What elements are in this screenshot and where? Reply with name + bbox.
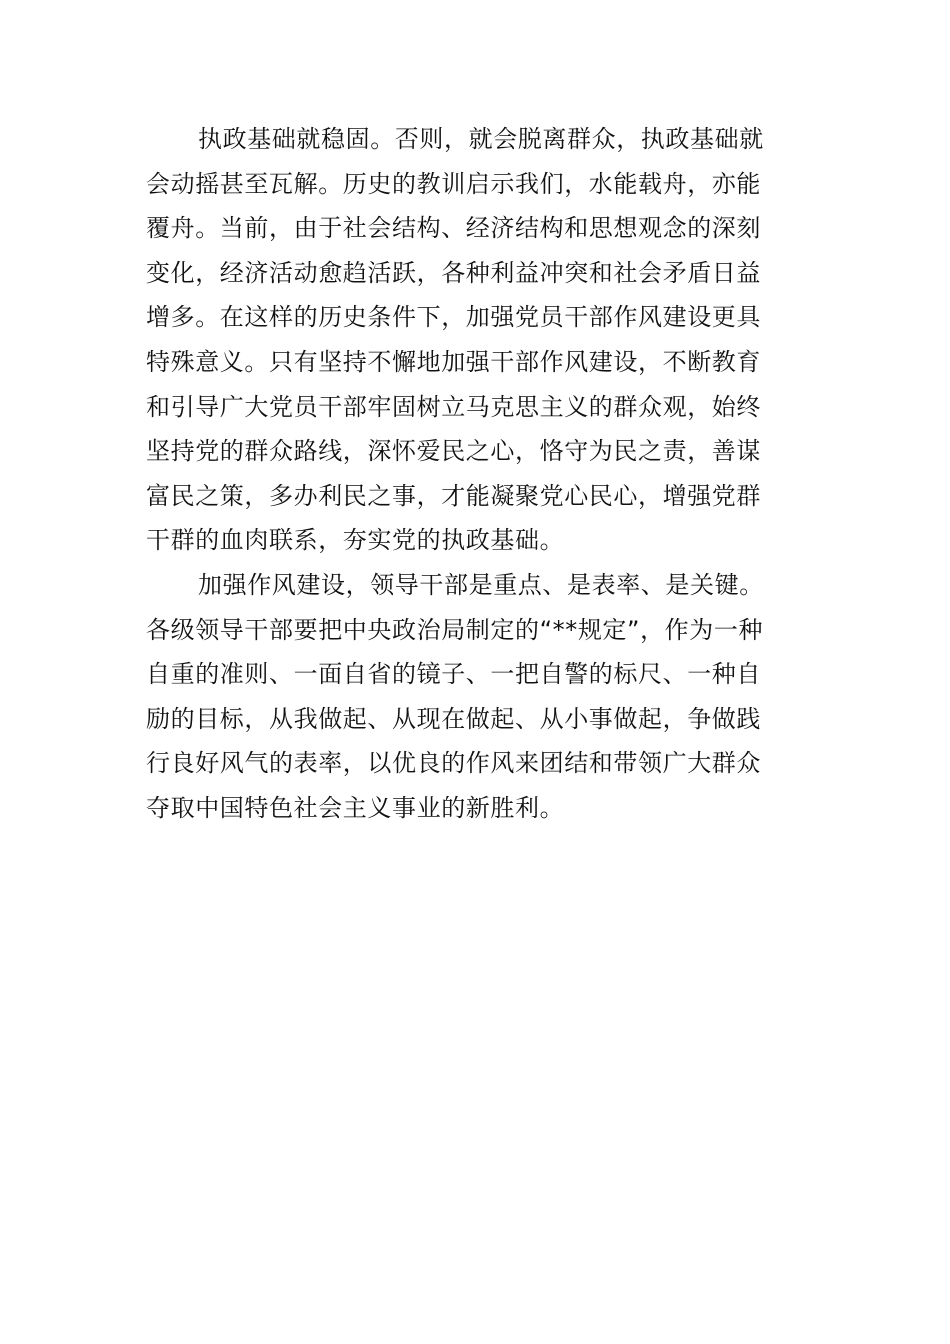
text-line: 夺取中国特色社会主义事业的新胜利。 xyxy=(146,793,565,822)
text-line: 坚持党的群众路线，深怀爱民之心，恪守为民之责，善谋 xyxy=(146,437,761,466)
text-line: 励的目标，从我做起、从现在做起、从小事做起，争做践 xyxy=(146,704,761,733)
text-line: 增多。在这样的历史条件下，加强党员干部作风建设更具 xyxy=(146,303,761,332)
text-line: 执政基础就稳固。否则，就会脱离群众，执政基础就 xyxy=(198,125,764,153)
text-line: 干群的血肉联系，夯实党的执政基础。 xyxy=(146,526,565,555)
paragraph-2 xyxy=(146,563,812,831)
text-line: 覆舟。当前，由于社会结构、经济结构和思想观念的深刻 xyxy=(146,214,761,243)
text-line: 各级领导干部要把中央政治局制定的“**规定”，作为一种 xyxy=(146,615,764,644)
text-line: 特殊意义。只有坚持不懈地加强干部作风建设，不断教育 xyxy=(146,347,761,376)
text-line: 富民之策，多办利民之事，才能凝聚党心民心，增强党群 xyxy=(146,481,761,510)
paragraph-1 xyxy=(146,117,812,563)
text-line: 行良好风气的表率，以优良的作风来团结和带领广大群众 xyxy=(146,749,761,778)
text-line: 加强作风建设，领导干部是重点、是表率、是关键。 xyxy=(198,570,764,599)
text-line: 自重的准则、一面自省的镜子、一把自警的标尺、一种自 xyxy=(146,660,761,689)
document-body xyxy=(146,117,812,831)
text-line: 变化，经济活动愈趋活跃，各种利益冲突和社会矛盾日益 xyxy=(146,258,761,287)
text-line: 会动摇甚至瓦解。历史的教训启示我们，水能载舟，亦能 xyxy=(146,169,761,198)
text-line: 和引导广大党员干部牢固树立马克思主义的群众观，始终 xyxy=(146,392,761,421)
